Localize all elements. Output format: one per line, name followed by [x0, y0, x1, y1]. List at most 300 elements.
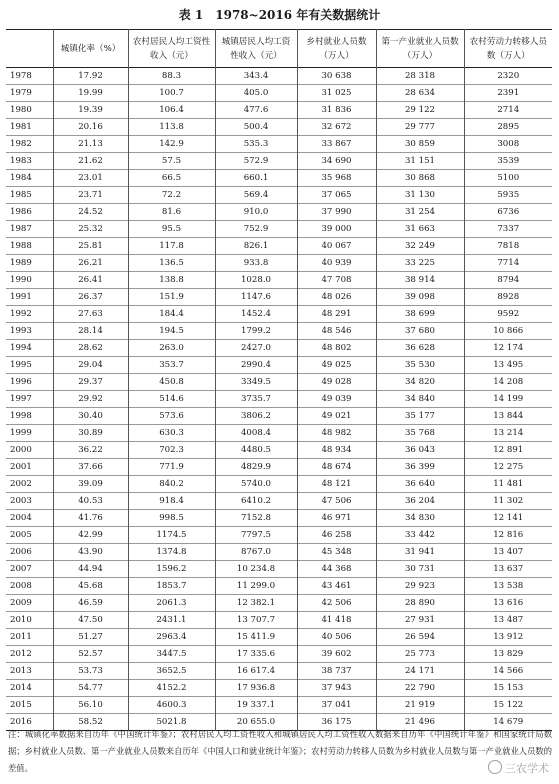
table-cell: 35 768 [376, 425, 464, 442]
table-row [6, 527, 552, 544]
table-header [6, 30, 552, 68]
table-cell: 39 602 [297, 646, 376, 663]
table-cell: 47 506 [297, 493, 376, 510]
table-cell: 12 141 [464, 510, 552, 527]
table-cell: 38 737 [297, 663, 376, 680]
year-cell: 1983 [6, 153, 53, 170]
table-cell: 138.8 [128, 272, 215, 289]
table-cell: 13 538 [464, 578, 552, 595]
table-cell: 41 418 [297, 612, 376, 629]
table-cell: 58.52 [53, 714, 128, 731]
table-cell: 12 275 [464, 459, 552, 476]
year-cell: 1980 [6, 102, 53, 119]
table-cell: 3735.7 [215, 391, 297, 408]
table-row [6, 238, 552, 255]
table-cell: 4008.4 [215, 425, 297, 442]
table-cell: 11 299.0 [215, 578, 297, 595]
table-cell: 48 982 [297, 425, 376, 442]
table-cell: 12 891 [464, 442, 552, 459]
table-cell: 13 214 [464, 425, 552, 442]
table-cell: 1452.4 [215, 306, 297, 323]
table-cell: 28 890 [376, 595, 464, 612]
table-row [6, 493, 552, 510]
table-row [6, 340, 552, 357]
year-cell: 1999 [6, 425, 53, 442]
table-row [6, 170, 552, 187]
table-row [6, 425, 552, 442]
table-cell: 477.6 [215, 102, 297, 119]
table-cell: 7714 [464, 255, 552, 272]
watermark-text: 三农学术 [505, 762, 549, 775]
table-cell: 95.5 [128, 221, 215, 238]
table-cell: 30.40 [53, 408, 128, 425]
table-cell: 88.3 [128, 68, 215, 85]
table-cell: 32 672 [297, 119, 376, 136]
footnote: 注：城镇化率数据来自历年《中国统计年鉴》；农村居民人均工资性收入和城镇居民人均工资性收入数据来自历年《中国统计年鉴》和国家统计局数据；乡村就业人员数、第一产业就业人员数来自历年《中国人口和就业统计年鉴》；农村劳动力转移人员数为乡村就业人员数与第一产业就业人员数的差值。 [8, 729, 552, 773]
year-cell: 1984 [6, 170, 53, 187]
table-cell: 12 816 [464, 527, 552, 544]
table-row [6, 680, 552, 697]
year-cell: 2004 [6, 510, 53, 527]
table-cell: 106.4 [128, 102, 215, 119]
table-cell: 30 731 [376, 561, 464, 578]
table-row [6, 102, 552, 119]
year-cell: 2010 [6, 612, 53, 629]
table-cell: 13 487 [464, 612, 552, 629]
table-cell: 500.4 [215, 119, 297, 136]
year-cell: 1989 [6, 255, 53, 272]
table-cell: 26 594 [376, 629, 464, 646]
table-cell: 13 616 [464, 595, 552, 612]
table-cell: 1596.2 [128, 561, 215, 578]
table-cell: 72.2 [128, 187, 215, 204]
table-cell: 48 674 [297, 459, 376, 476]
table-cell: 17.92 [53, 68, 128, 85]
table-cell: 5740.0 [215, 476, 297, 493]
table-cell: 33 867 [297, 136, 376, 153]
table-cell: 4829.9 [215, 459, 297, 476]
table-cell: 184.4 [128, 306, 215, 323]
table-cell: 49 028 [297, 374, 376, 391]
table-body [6, 68, 552, 731]
year-cell: 2003 [6, 493, 53, 510]
table-cell: 14 566 [464, 663, 552, 680]
table-cell: 194.5 [128, 323, 215, 340]
table-cell: 43 461 [297, 578, 376, 595]
table-cell: 46 258 [297, 527, 376, 544]
table-row [6, 544, 552, 561]
header-cell: 农村劳动力转移人员数（万人） [464, 30, 552, 68]
table-cell: 47 708 [297, 272, 376, 289]
table-cell: 13 707.7 [215, 612, 297, 629]
table-cell: 113.8 [128, 119, 215, 136]
table-cell: 998.5 [128, 510, 215, 527]
table-cell: 9592 [464, 306, 552, 323]
table-cell: 33 442 [376, 527, 464, 544]
table-cell: 40.53 [53, 493, 128, 510]
table-cell: 19.39 [53, 102, 128, 119]
table-cell: 30.89 [53, 425, 128, 442]
table-cell: 48 291 [297, 306, 376, 323]
table-cell: 14 679 [464, 714, 552, 731]
table-cell: 569.4 [215, 187, 297, 204]
table-cell: 27.63 [53, 306, 128, 323]
table-cell: 910.0 [215, 204, 297, 221]
table-cell: 44 368 [297, 561, 376, 578]
table-row [6, 663, 552, 680]
table-cell: 3008 [464, 136, 552, 153]
table-row [6, 612, 552, 629]
year-cell: 1996 [6, 374, 53, 391]
header-cell: 乡村就业人员数（万人） [297, 30, 376, 68]
table-cell: 136.5 [128, 255, 215, 272]
year-cell: 2013 [6, 663, 53, 680]
table-row [6, 323, 552, 340]
table-cell: 19 337.1 [215, 697, 297, 714]
year-cell: 1992 [6, 306, 53, 323]
table-row [6, 221, 552, 238]
table-cell: 100.7 [128, 85, 215, 102]
year-cell: 1979 [6, 85, 53, 102]
table-row [6, 408, 552, 425]
table-cell: 36 628 [376, 340, 464, 357]
table-cell: 31 663 [376, 221, 464, 238]
table-cell: 21.13 [53, 136, 128, 153]
table-row [6, 374, 552, 391]
wechat-icon [488, 760, 502, 774]
year-cell: 1994 [6, 340, 53, 357]
table-cell: 36 204 [376, 493, 464, 510]
table-cell: 30 868 [376, 170, 464, 187]
table-cell: 66.5 [128, 170, 215, 187]
year-cell: 2000 [6, 442, 53, 459]
table-cell: 752.9 [215, 221, 297, 238]
table-cell: 36 043 [376, 442, 464, 459]
table-row [6, 289, 552, 306]
year-cell: 1991 [6, 289, 53, 306]
table-cell: 29.37 [53, 374, 128, 391]
table-row [6, 136, 552, 153]
table-cell: 51.27 [53, 629, 128, 646]
year-cell: 2007 [6, 561, 53, 578]
table-cell: 2061.3 [128, 595, 215, 612]
header-row [6, 30, 552, 68]
table-cell: 37 990 [297, 204, 376, 221]
table-row [6, 255, 552, 272]
table-cell: 572.9 [215, 153, 297, 170]
table-cell: 2895 [464, 119, 552, 136]
table-cell: 702.3 [128, 442, 215, 459]
table-cell: 1174.5 [128, 527, 215, 544]
table-cell: 28 318 [376, 68, 464, 85]
table-cell: 12 174 [464, 340, 552, 357]
year-cell: 1993 [6, 323, 53, 340]
table-cell: 35 968 [297, 170, 376, 187]
table-cell: 28.62 [53, 340, 128, 357]
table-cell: 24.52 [53, 204, 128, 221]
data-table [6, 29, 552, 731]
table-cell: 49 025 [297, 357, 376, 374]
table-cell: 7797.5 [215, 527, 297, 544]
table-cell: 514.6 [128, 391, 215, 408]
table-cell: 46.59 [53, 595, 128, 612]
table-cell: 7337 [464, 221, 552, 238]
table-cell: 30 859 [376, 136, 464, 153]
table-row [6, 153, 552, 170]
table-cell: 29 777 [376, 119, 464, 136]
table-cell: 1853.7 [128, 578, 215, 595]
table-cell: 54.77 [53, 680, 128, 697]
table-cell: 56.10 [53, 697, 128, 714]
table-cell: 39 000 [297, 221, 376, 238]
table-cell: 48 546 [297, 323, 376, 340]
table-title: 表 1 1978~2016 年有关数据统计 [178, 8, 381, 22]
table-cell: 13 912 [464, 629, 552, 646]
table-cell: 53.73 [53, 663, 128, 680]
table-cell: 26.21 [53, 255, 128, 272]
table-cell: 48 121 [297, 476, 376, 493]
table-cell: 31 151 [376, 153, 464, 170]
table-cell: 933.8 [215, 255, 297, 272]
table-cell: 15 411.9 [215, 629, 297, 646]
year-cell: 1997 [6, 391, 53, 408]
table-cell: 27 931 [376, 612, 464, 629]
year-cell: 1988 [6, 238, 53, 255]
year-cell: 1985 [6, 187, 53, 204]
table-row [6, 68, 552, 85]
table-row [6, 391, 552, 408]
table-cell: 28 634 [376, 85, 464, 102]
table-cell: 44.94 [53, 561, 128, 578]
year-cell: 2002 [6, 476, 53, 493]
table-cell: 15 122 [464, 697, 552, 714]
watermark [488, 760, 549, 776]
year-cell: 1978 [6, 68, 53, 85]
table-cell: 1374.8 [128, 544, 215, 561]
table-cell: 40 939 [297, 255, 376, 272]
table-cell: 771.9 [128, 459, 215, 476]
table-cell: 48 026 [297, 289, 376, 306]
table-cell: 7152.8 [215, 510, 297, 527]
table-cell: 630.3 [128, 425, 215, 442]
year-cell: 2016 [6, 714, 53, 731]
table-row [6, 578, 552, 595]
table-cell: 31 941 [376, 544, 464, 561]
table-cell: 20 655.0 [215, 714, 297, 731]
header-cell: 农村居民人均工资性收入（元） [128, 30, 215, 68]
table-cell: 26.37 [53, 289, 128, 306]
table-cell: 35 530 [376, 357, 464, 374]
year-cell: 1998 [6, 408, 53, 425]
table-cell: 42.99 [53, 527, 128, 544]
table-cell: 17 936.8 [215, 680, 297, 697]
table-cell: 16 617.4 [215, 663, 297, 680]
table-cell: 535.3 [215, 136, 297, 153]
table-cell: 57.5 [128, 153, 215, 170]
table-cell: 30 638 [297, 68, 376, 85]
table-cell: 40 067 [297, 238, 376, 255]
table-cell: 48 934 [297, 442, 376, 459]
table-cell: 31 836 [297, 102, 376, 119]
table-cell: 31 130 [376, 187, 464, 204]
year-cell: 2011 [6, 629, 53, 646]
table-cell: 52.57 [53, 646, 128, 663]
table-row [6, 306, 552, 323]
table-cell: 49 039 [297, 391, 376, 408]
table-cell: 3539 [464, 153, 552, 170]
table-cell: 49 021 [297, 408, 376, 425]
table-cell: 17 335.6 [215, 646, 297, 663]
table-cell: 11 481 [464, 476, 552, 493]
table-cell: 46 971 [297, 510, 376, 527]
table-cell: 343.4 [215, 68, 297, 85]
table-cell: 117.8 [128, 238, 215, 255]
table-cell: 37 680 [376, 323, 464, 340]
table-cell: 2427.0 [215, 340, 297, 357]
table-row [6, 85, 552, 102]
table-cell: 25.81 [53, 238, 128, 255]
table-cell: 13 637 [464, 561, 552, 578]
table-cell: 10 866 [464, 323, 552, 340]
table-cell: 840.2 [128, 476, 215, 493]
table-cell: 14 208 [464, 374, 552, 391]
table-row [6, 561, 552, 578]
table-cell: 8767.0 [215, 544, 297, 561]
table-cell: 43.90 [53, 544, 128, 561]
table-cell: 13 407 [464, 544, 552, 561]
header-cell: 第一产业就业人员数（万人） [376, 30, 464, 68]
table-cell: 6410.2 [215, 493, 297, 510]
table-cell: 34 840 [376, 391, 464, 408]
table-cell: 13 844 [464, 408, 552, 425]
table-cell: 151.9 [128, 289, 215, 306]
table-row [6, 510, 552, 527]
table-cell: 3806.2 [215, 408, 297, 425]
table-cell: 2391 [464, 85, 552, 102]
table-cell: 263.0 [128, 340, 215, 357]
table-cell: 10 234.8 [215, 561, 297, 578]
year-cell: 1987 [6, 221, 53, 238]
table-cell: 34 820 [376, 374, 464, 391]
table-cell: 45.68 [53, 578, 128, 595]
table-cell: 450.8 [128, 374, 215, 391]
table-cell: 2320 [464, 68, 552, 85]
table-cell: 405.0 [215, 85, 297, 102]
table-cell: 23.01 [53, 170, 128, 187]
table-cell: 12 382.1 [215, 595, 297, 612]
table-cell: 1028.0 [215, 272, 297, 289]
table-cell: 21 919 [376, 697, 464, 714]
table-row [6, 595, 552, 612]
table-cell: 8794 [464, 272, 552, 289]
table-cell: 13 829 [464, 646, 552, 663]
table-row [6, 357, 552, 374]
table-cell: 29 122 [376, 102, 464, 119]
year-cell: 1986 [6, 204, 53, 221]
table-cell: 8928 [464, 289, 552, 306]
table-cell: 573.6 [128, 408, 215, 425]
table-cell: 45 348 [297, 544, 376, 561]
table-cell: 353.7 [128, 357, 215, 374]
table-cell: 40 506 [297, 629, 376, 646]
table-cell: 81.6 [128, 204, 215, 221]
table-cell: 22 790 [376, 680, 464, 697]
year-cell: 2001 [6, 459, 53, 476]
table-cell: 7818 [464, 238, 552, 255]
table-cell: 3447.5 [128, 646, 215, 663]
table-cell: 1147.6 [215, 289, 297, 306]
table-cell: 2431.1 [128, 612, 215, 629]
table-cell: 29.04 [53, 357, 128, 374]
table-cell: 37.66 [53, 459, 128, 476]
table-row [6, 119, 552, 136]
year-cell: 1982 [6, 136, 53, 153]
table-cell: 36 175 [297, 714, 376, 731]
table-cell: 36.22 [53, 442, 128, 459]
table-cell: 3349.5 [215, 374, 297, 391]
table-cell: 42 506 [297, 595, 376, 612]
table-cell: 32 249 [376, 238, 464, 255]
table-cell: 2990.4 [215, 357, 297, 374]
table-row [6, 459, 552, 476]
table-cell: 31 025 [297, 85, 376, 102]
table-cell: 4480.5 [215, 442, 297, 459]
table-cell: 2714 [464, 102, 552, 119]
table-cell: 14 199 [464, 391, 552, 408]
table-row [6, 442, 552, 459]
year-cell: 2006 [6, 544, 53, 561]
table-cell: 23.71 [53, 187, 128, 204]
table-cell: 29 923 [376, 578, 464, 595]
table-cell: 28.14 [53, 323, 128, 340]
table-cell: 5021.8 [128, 714, 215, 731]
table-cell: 660.1 [215, 170, 297, 187]
table-cell: 826.1 [215, 238, 297, 255]
table-cell: 21.62 [53, 153, 128, 170]
table-cell: 34 690 [297, 153, 376, 170]
year-cell: 2008 [6, 578, 53, 595]
table-cell: 918.4 [128, 493, 215, 510]
table-cell: 15 153 [464, 680, 552, 697]
table-cell: 29.92 [53, 391, 128, 408]
table-cell: 21 496 [376, 714, 464, 731]
table-cell: 5100 [464, 170, 552, 187]
table-cell: 48 802 [297, 340, 376, 357]
table-cell: 41.76 [53, 510, 128, 527]
table-cell: 37 065 [297, 187, 376, 204]
table-cell: 36 640 [376, 476, 464, 493]
table-cell: 4600.3 [128, 697, 215, 714]
table-cell: 35 177 [376, 408, 464, 425]
table-row [6, 476, 552, 493]
year-cell: 1981 [6, 119, 53, 136]
table-row [6, 697, 552, 714]
table-cell: 33 225 [376, 255, 464, 272]
table-cell: 5935 [464, 187, 552, 204]
table-cell: 11 302 [464, 493, 552, 510]
table-cell: 38 699 [376, 306, 464, 323]
table-cell: 39.09 [53, 476, 128, 493]
table-cell: 2963.4 [128, 629, 215, 646]
table-cell: 4152.2 [128, 680, 215, 697]
year-cell: 1995 [6, 357, 53, 374]
table-cell: 37 041 [297, 697, 376, 714]
header-cell: 城镇居民人均工资性收入（元） [215, 30, 297, 68]
year-cell: 1990 [6, 272, 53, 289]
table-cell: 47.50 [53, 612, 128, 629]
table-row [6, 272, 552, 289]
year-cell: 2015 [6, 697, 53, 714]
